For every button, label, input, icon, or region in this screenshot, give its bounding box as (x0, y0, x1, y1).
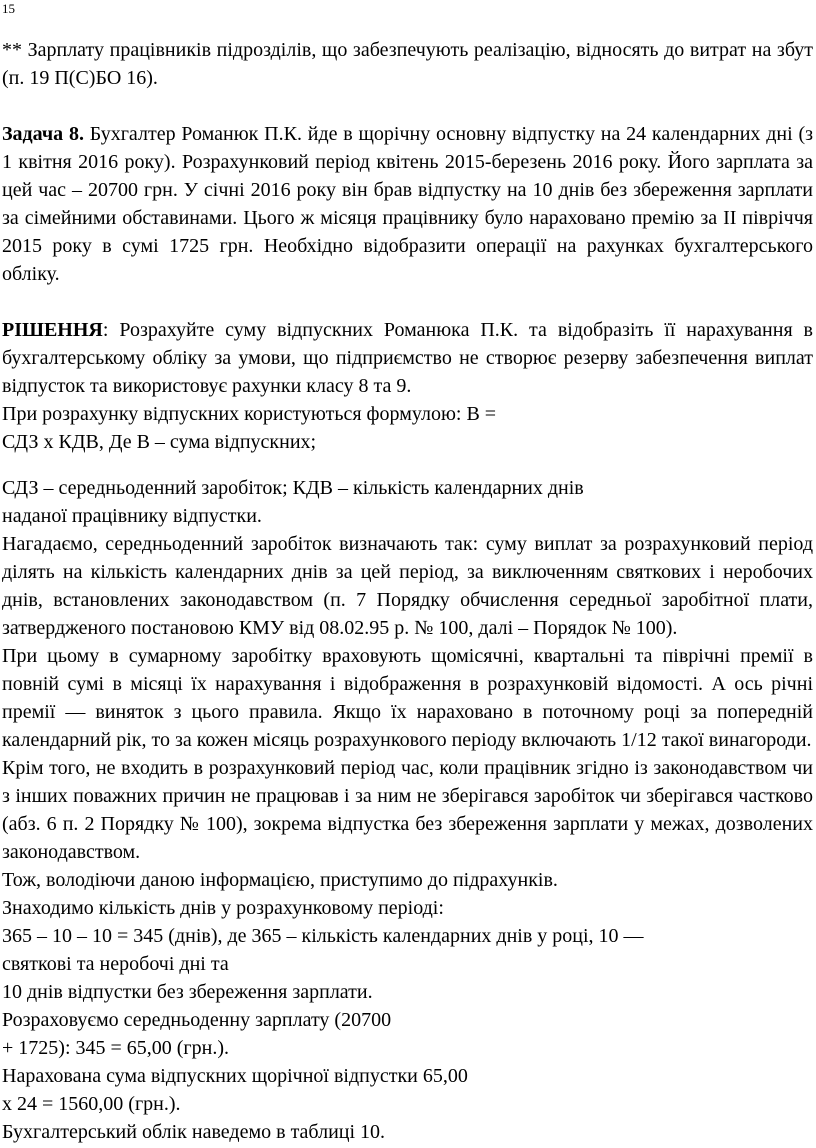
calc-vacation-1: Нарахована сума відпускних щорічної відпустки 65,00 (2, 1065, 468, 1087)
calc-days-note-1: святкові та неробочі дні та (2, 953, 229, 975)
table-reference: Бухгалтерський облік наведемо в таблиці 10. (2, 1121, 386, 1143)
calc-intro: Тож, володіючи даною інформацією, приступимо до підрахунків. (2, 869, 558, 891)
paragraph-bonuses: При цьому в сумарному заробітку враховують щомісячні, квартальні та піврічні премії в повній сумі в місяці їх нарахування і відображення в розрахунковій відомості. А ось річні премії — виняток з цього правила. Якщо їх нараховано в поточному році за попередній календарний рік, то за кожен місяць розрахункового періоду включають 1/12 такої винагороди. (2, 645, 813, 751)
calc-days-note-2: 10 днів відпустки без збереження зарплати. (2, 981, 373, 1003)
formula-line-2: СДЗ х КДВ, Де В – сума відпускних; (2, 431, 317, 453)
task-paragraph (2, 120, 813, 288)
calc-days-formula: 365 – 10 – 10 = 345 (днів), де 365 – кількість календарних днів у році, 10 — (2, 925, 644, 947)
solution-intro (2, 316, 813, 400)
solution-label: РІШЕННЯ (2, 319, 103, 341)
calc-days-heading: Знаходимо кількість днів у розрахунковому періоді: (2, 897, 444, 919)
calc-avg-pay-2: + 1725): 345 = 65,00 (грн.). (2, 1037, 230, 1059)
page-number: 15 (2, 1, 15, 16)
task-label: Задача 8. (2, 123, 84, 145)
paragraph-average-earnings: Нагадаємо, середньоденний заробіток визначають так: суму виплат за розрахунковий період ділять на кількість календарних днів за цей період, за виключенням святкових і неробочих днів, встановлених законодавством (п. 7 Порядку обчислення середньої заробітної плати, затвердженого постановою КМУ від 08.02.95 р. № 100, далі – Порядок № 100). (2, 533, 813, 639)
definition-line-1: СДЗ – середньоденний заробіток; КДВ – кількість календарних днів (2, 477, 584, 499)
calc-vacation-2: х 24 = 1560,00 (грн.). (2, 1093, 181, 1115)
document-body (2, 36, 813, 1146)
footnote: ** Зарплату працівників підрозділів, що забезпечують реалізацію, відносять до витрат на збут (п. 19 П(С)БО 16). (2, 39, 813, 89)
definition-line-2: наданої працівнику відпустки. (2, 505, 262, 527)
calc-avg-pay-1: Розраховуємо середньоденну зарплату (20700 (2, 1009, 392, 1031)
formula-line-1: При розрахунку відпускних користуються формулою: В = (2, 403, 497, 425)
task-text: Бухгалтер Романюк П.К. йде в щорічну основну відпустку на 24 календарних дні (з 1 квітня 2016 року). Розрахунковий період квітень 2015-березень 2016 року. Його зарплата за цей час – 20700 грн. У січні 2016 року він брав відпустку на 10 днів без збереження зарплати за сімейними обставинами. Цього ж місяця працівнику було нараховано премію за ІІ півріччя 2015 року в сумі 1725 грн. Необхідно відобразити операції на рахунках бухгалтерського обліку. (2, 123, 813, 285)
solution-intro-text: : Розрахуйте суму відпускних Романюка П.К. та відобразіть її нарахування в бухгалтерському обліку за умови, що підприємство не створює резерву забезпечення виплат відпусток та використовує рахунки класу 8 та 9. (2, 319, 813, 397)
paragraph-exclusions: Крім того, не входить в розрахунковий період час, коли працівник згідно із законодавством чи з інших поважних причин не працював і за ним не зберігався заробіток чи зберігався частково (абз. 6 п. 2 Порядку № 100), зокрема відпустка без збереження зарплати у межах, дозволених законодавством. (2, 757, 813, 863)
